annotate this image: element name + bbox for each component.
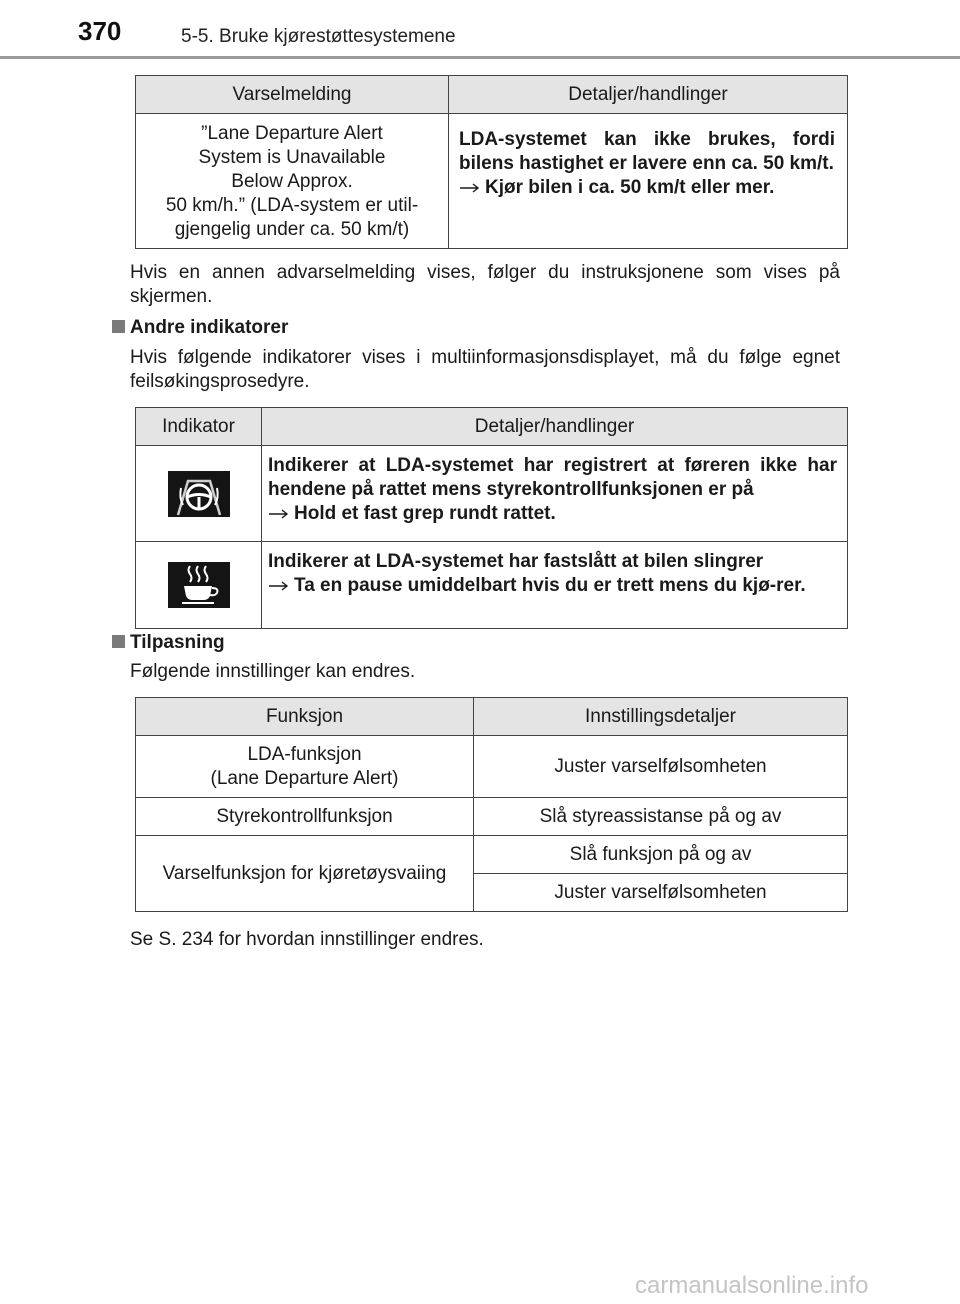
settings-reference: Se S. 234 for hvordan innstillinger endres. bbox=[130, 929, 484, 950]
square-bullet-icon bbox=[112, 320, 125, 333]
detail-text: Indikerer at LDA-systemet har fastslått at bilen slingrer bbox=[268, 551, 764, 572]
hands-off-steering-wheel-icon bbox=[168, 471, 230, 517]
customization-heading-text: Tilpasning bbox=[130, 632, 225, 653]
warning-message-line: gjengelig under ca. 50 km/t) bbox=[174, 219, 410, 240]
action-text: Kjør bilen i ca. 50 km/t eller mer. bbox=[485, 177, 775, 198]
table-row bbox=[136, 836, 848, 874]
indicator-icon-cell bbox=[136, 542, 262, 629]
function-line: LDA-funksjon bbox=[247, 743, 362, 765]
header-divider bbox=[0, 56, 960, 59]
table-row bbox=[136, 114, 848, 249]
action-line bbox=[268, 502, 837, 533]
indicators-intro: Hvis følgende indikatorer vises i multiinformasjonsdisplayet, må du følge egnet feilsøkingsprosedyre. bbox=[130, 347, 840, 392]
square-bullet-icon bbox=[112, 635, 125, 648]
action-text: Ta en pause umiddelbart hvis du er trett mens du kjø-rer. bbox=[294, 575, 806, 596]
column-header: Innstillingsdetaljer bbox=[474, 698, 848, 736]
table-row bbox=[136, 736, 848, 798]
column-header: Funksjon bbox=[136, 698, 474, 736]
table-header-row bbox=[136, 408, 848, 446]
action-line bbox=[459, 176, 835, 207]
page-header bbox=[0, 0, 960, 62]
setting-cell: Slå styreassistanse på og av bbox=[474, 798, 848, 836]
column-header: Detaljer/handlinger bbox=[449, 76, 848, 114]
customization-table bbox=[135, 697, 848, 912]
section-title: 5-5. Bruke kjørestøttesystemene bbox=[181, 26, 456, 47]
indicators-heading bbox=[112, 316, 288, 340]
column-header: Varselmelding bbox=[136, 76, 449, 114]
warning-message-table bbox=[135, 75, 848, 249]
arrow-right-icon bbox=[268, 502, 290, 533]
indicator-details-cell bbox=[262, 446, 848, 542]
indicators-table bbox=[135, 407, 848, 629]
customization-intro: Følgende innstillinger kan endres. bbox=[130, 661, 416, 682]
column-header: Detaljer/handlinger bbox=[262, 408, 848, 446]
table-header-row bbox=[136, 698, 848, 736]
arrow-right-icon bbox=[459, 176, 481, 207]
function-line: (Lane Departure Alert) bbox=[210, 767, 399, 789]
other-warning-paragraph: Hvis en annen advarselmelding vises, følger du instruksjonene som vises på skjermen. bbox=[130, 262, 840, 307]
setting-cell: Slå funksjon på og av bbox=[474, 836, 848, 874]
warning-message-line: Below Approx. bbox=[231, 171, 353, 192]
function-cell: Varselfunksjon for kjøretøysvaiing bbox=[136, 836, 474, 912]
warning-message-line: System is Unavailable bbox=[198, 147, 386, 168]
watermark: carmanualsonline.info bbox=[635, 1272, 869, 1299]
warning-message-cell bbox=[136, 114, 449, 249]
setting-cell: Juster varselfølsomheten bbox=[474, 736, 848, 798]
warning-message-line: ”Lane Departure Alert bbox=[201, 123, 383, 144]
action-line bbox=[268, 574, 837, 605]
indicator-icon-cell bbox=[136, 446, 262, 542]
action-text: Hold et fast grep rundt rattet. bbox=[294, 503, 556, 524]
arrow-right-icon bbox=[268, 574, 290, 605]
table-row bbox=[136, 798, 848, 836]
function-cell: Styrekontrollfunksjon bbox=[136, 798, 474, 836]
table-header-row bbox=[136, 76, 848, 114]
warning-message-line: 50 km/h.” (LDA-system er util- bbox=[165, 195, 419, 216]
table-row bbox=[136, 446, 848, 542]
setting-cell: Juster varselfølsomheten bbox=[474, 874, 848, 912]
customization-heading bbox=[112, 631, 225, 655]
table-row bbox=[136, 542, 848, 629]
function-cell bbox=[136, 736, 474, 798]
detail-text: Indikerer at LDA-systemet har registrert at føreren ikke har hendene på rattet mens styrekontrollfunksjonen er på bbox=[268, 455, 837, 500]
column-header: Indikator bbox=[136, 408, 262, 446]
detail-text: LDA-systemet kan ikke brukes, fordi bilens hastighet er lavere enn ca. 50 km/t. bbox=[459, 129, 835, 174]
warning-details-cell bbox=[449, 114, 848, 249]
indicators-heading-text: Andre indikatorer bbox=[130, 317, 289, 338]
indicator-details-cell bbox=[262, 542, 848, 629]
page-number: 370 bbox=[78, 16, 122, 46]
coffee-cup-icon bbox=[168, 562, 230, 608]
